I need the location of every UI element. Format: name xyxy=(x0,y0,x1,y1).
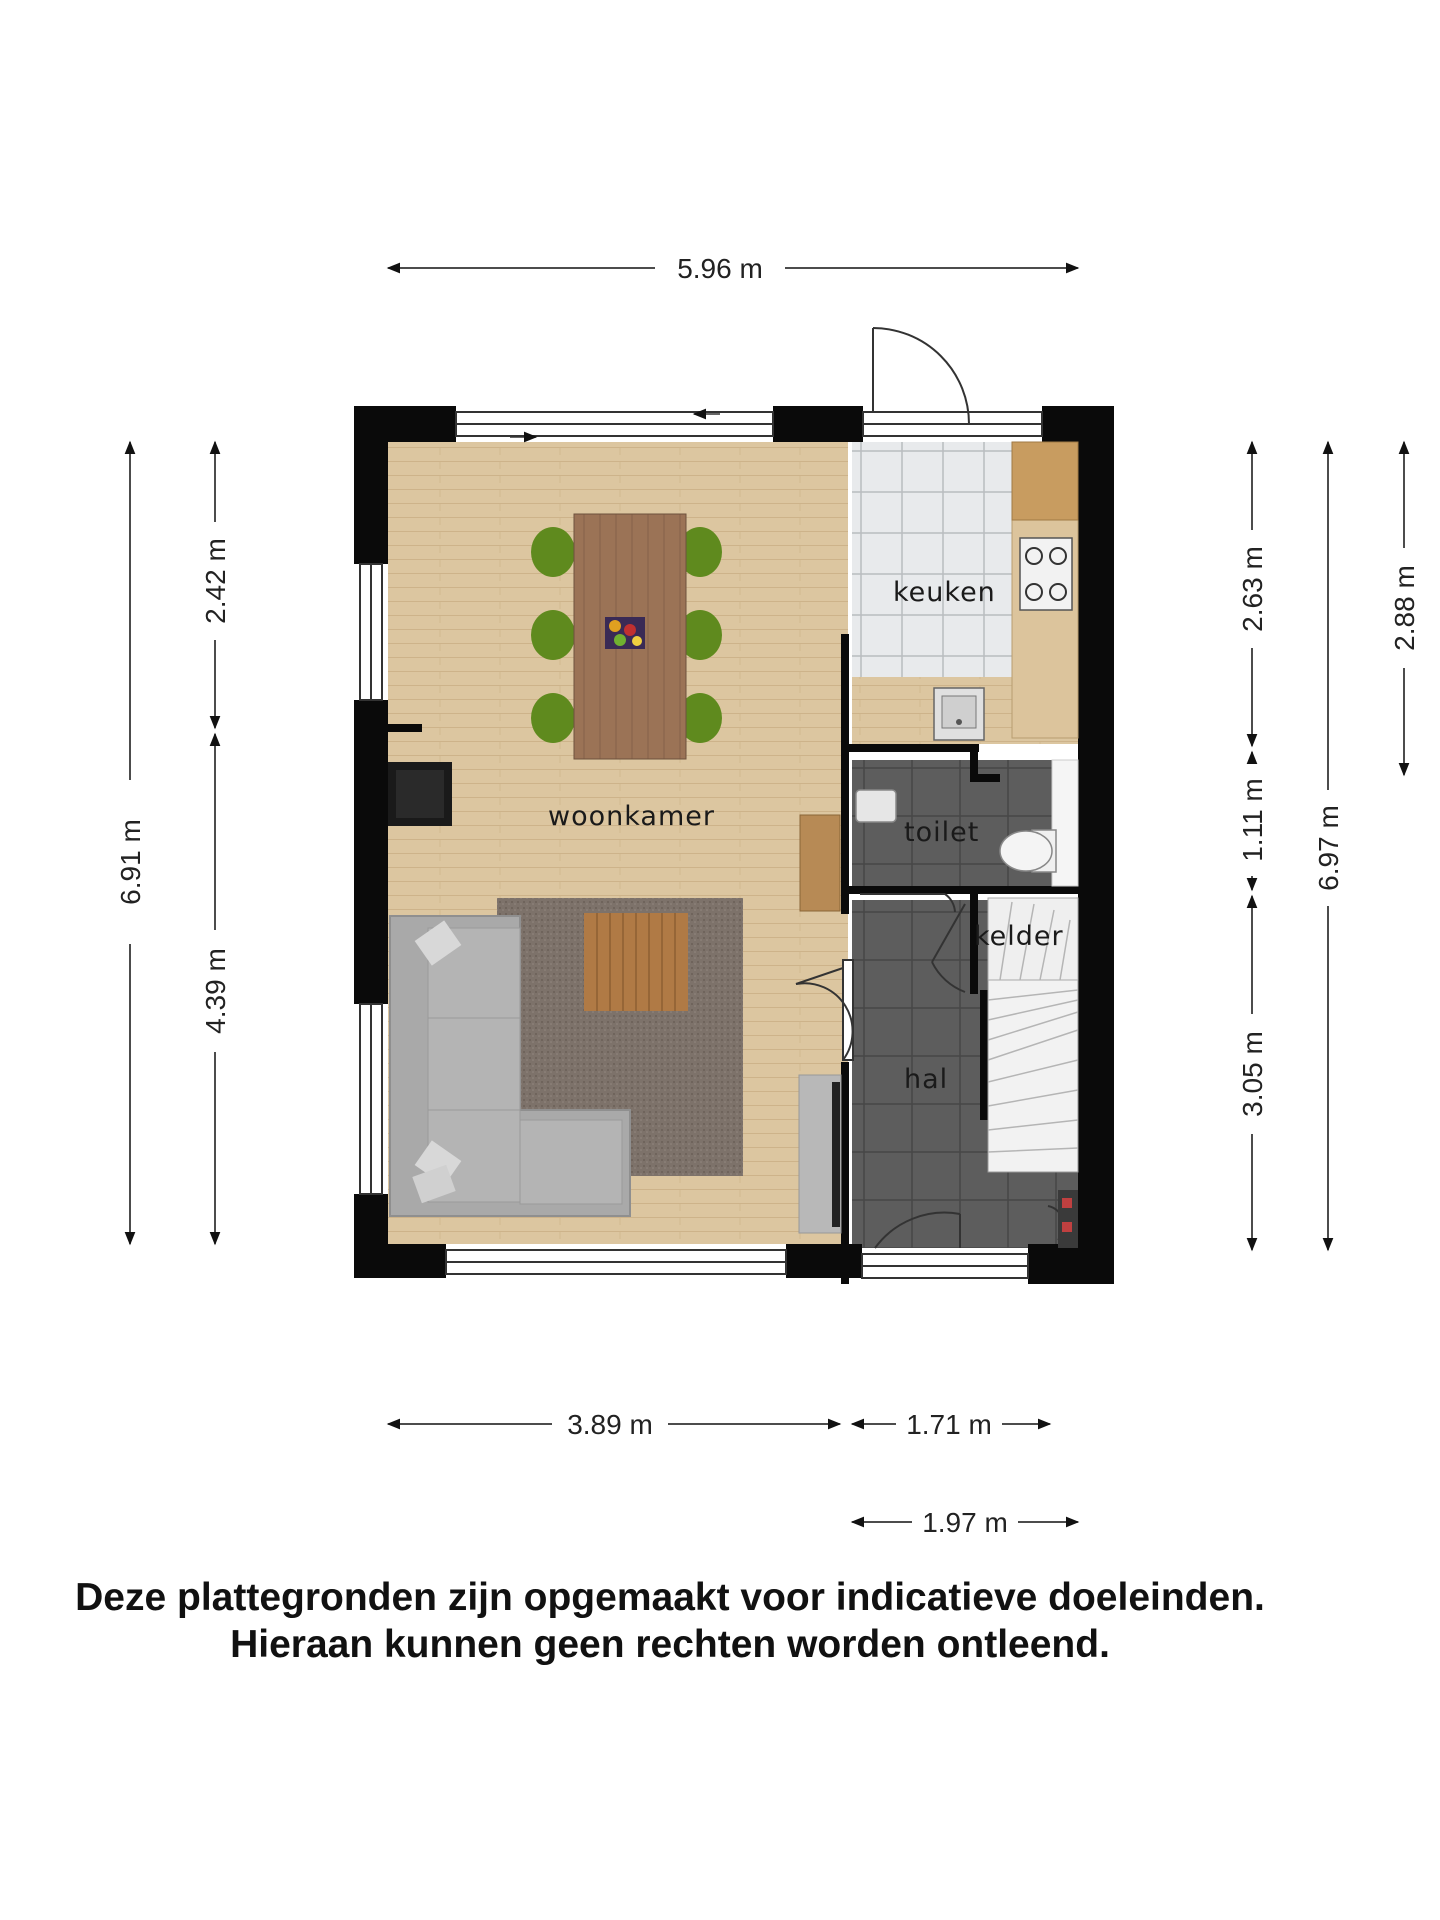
stove-icon xyxy=(1020,538,1072,610)
wall-bottom-mid xyxy=(786,1244,862,1278)
wall-toilet-notch2 xyxy=(970,774,1000,782)
dim-bottom-total-right: 1.97 m xyxy=(922,1507,1008,1538)
chair-left-3 xyxy=(531,693,575,743)
dim-left-lower: 4.39 m xyxy=(200,948,231,1034)
tv xyxy=(832,1082,840,1227)
dim-right-keuken: 2.63 m xyxy=(1237,546,1268,632)
wall-keuken-toilet xyxy=(849,744,979,752)
sink-icon xyxy=(934,688,984,740)
disclaimer-line-1: Deze plattegronden zijn opgemaakt voor indicatieve doeleinden. xyxy=(75,1576,1265,1619)
washbasin-icon xyxy=(856,790,896,822)
room-label-woonkamer: woonkamer xyxy=(548,801,715,832)
wall-stair xyxy=(980,990,988,1120)
dim-bottom-woonkamer: 3.89 m xyxy=(567,1409,653,1440)
room-label-toilet: toilet xyxy=(904,817,980,848)
disclaimer-line-2: Hieraan kunnen geen rechten worden ontleend. xyxy=(230,1623,1110,1666)
wall-left-mid xyxy=(354,700,388,1004)
sofa-seat-1 xyxy=(428,1018,520,1110)
wall-top-mid xyxy=(773,406,863,442)
wall-toilet-hal xyxy=(849,886,1078,894)
room-label-hal: hal xyxy=(904,1064,949,1095)
dim-bottom-hal: 1.71 m xyxy=(906,1409,992,1440)
sofa-chaise xyxy=(520,1120,622,1204)
kitchen-cabinet-top xyxy=(1012,442,1078,520)
chair-left-1 xyxy=(531,527,575,577)
dim-right-hal: 3.05 m xyxy=(1237,1031,1268,1117)
wall-right xyxy=(1078,406,1114,1284)
side-cabinet xyxy=(800,815,840,911)
fireplace-hearth xyxy=(396,770,444,818)
wall-partition-lower xyxy=(841,1062,849,1284)
meter-cupboard xyxy=(1058,1190,1078,1248)
dim-right-total: 6.97 m xyxy=(1313,805,1344,891)
dim-right-toilet: 1.11 m xyxy=(1237,778,1268,862)
dim-top-width: 5.96 m xyxy=(677,253,763,284)
room-label-keuken: keuken xyxy=(893,577,996,608)
wall-left-top xyxy=(354,406,388,564)
dim-left-upper: 2.42 m xyxy=(200,538,231,624)
dining-set xyxy=(531,514,722,759)
door-back-swing xyxy=(873,328,969,424)
chair-left-2 xyxy=(531,610,575,660)
dim-right-far: 2.88 m xyxy=(1389,565,1420,651)
keuken-floor-tiles xyxy=(852,442,1012,677)
fireplace xyxy=(388,762,452,826)
wall-partition-upper xyxy=(841,634,849,914)
wall-fireplace-arm xyxy=(388,724,422,732)
wall-bottom-left xyxy=(354,1244,446,1278)
room-label-kelder: kelder xyxy=(974,921,1064,952)
disclaimer xyxy=(0,1574,1340,1668)
dim-left-total: 6.91 m xyxy=(115,819,146,905)
